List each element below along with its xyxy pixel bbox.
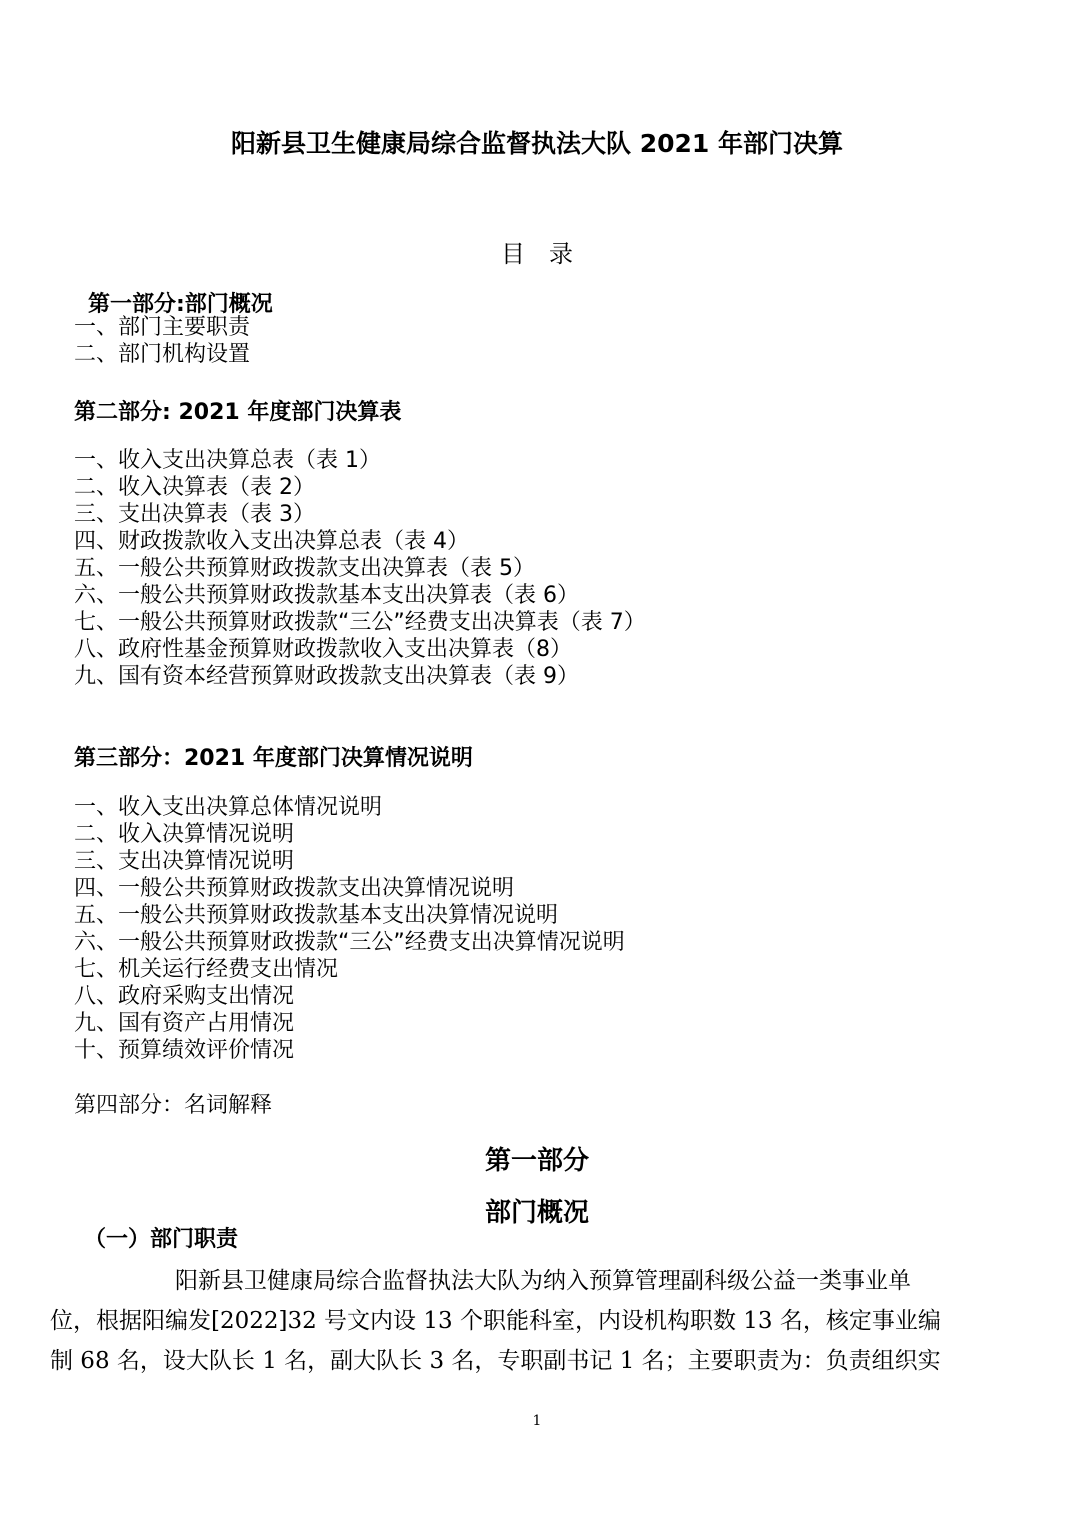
list-item: 九、国有资产占用情况 <box>74 1011 295 1036</box>
list-item: 四、一般公共预算财政拨款支出决算情况说明 <box>74 876 515 901</box>
list-item: 三、支出决算情况说明 <box>74 849 295 874</box>
part1-heading: 第一部分:部门概况 <box>88 292 273 317</box>
list-item: 八、政府采购支出情况 <box>74 984 295 1009</box>
list-item: 三、支出决算表（表 3） <box>74 502 315 527</box>
part2-list <box>74 447 646 690</box>
list-item: 六、一般公共预算财政拨款“三公”经费支出决算情况说明 <box>74 930 625 955</box>
list-item: 二、收入决算情况说明 <box>74 822 295 847</box>
list-item: 五、一般公共预算财政拨款基本支出决算情况说明 <box>74 903 559 928</box>
part3-heading: 第三部分：2021 年度部门决算情况说明 <box>74 746 473 771</box>
list-item: 九、国有资本经营预算财政拨款支出决算表（表 9） <box>74 664 579 689</box>
section-subheading: （一）部门职责 <box>84 1227 239 1252</box>
body-line: 位，根据阳编发[2022]32 号文内设 13 个职能科室，内设机构职数 13 名，核定事业编 <box>50 1308 941 1334</box>
body-line: 制 68 名，设大队长 1 名，副大队长 3 名，专职副书记 1 名；主要职责为：负责组织实 <box>50 1348 941 1374</box>
list-item: 八、政府性基金预算财政拨款收入支出决算表（8） <box>74 637 572 662</box>
list-item: 二、收入决算表（表 2） <box>74 475 315 500</box>
list-item: 六、一般公共预算财政拨款基本支出决算表（表 6） <box>74 583 579 608</box>
list-item: 一、部门主要职责 <box>74 315 251 340</box>
section-subtitle: 部门概况 <box>484 1198 589 1228</box>
list-item: 五、一般公共预算财政拨款支出决算表（表 5） <box>74 556 535 581</box>
list-item: 四、财政拨款收入支出决算总表（表 4） <box>74 529 469 554</box>
toc-heading: 目 录 <box>501 240 573 268</box>
page-number: 1 <box>532 1413 542 1429</box>
list-item: 七、一般公共预算财政拨款“三公”经费支出决算表（表 7） <box>74 610 646 635</box>
list-item: 一、收入支出决算总表（表 1） <box>74 448 381 473</box>
part3-list <box>74 794 625 1064</box>
section-title: 第一部分 <box>484 1146 589 1176</box>
document-title: 阳新县卫生健康局综合监督执法大队 2021 年部门决算 <box>231 129 843 158</box>
list-item: 十、预算绩效评价情况 <box>74 1038 295 1063</box>
list-item: 二、部门机构设置 <box>74 342 251 367</box>
part1-list <box>74 314 250 368</box>
part4-heading: 第四部分：名词解释 <box>74 1093 273 1118</box>
body-line: 阳新县卫健康局综合监督执法大队为纳入预算管理副科级公益一类事业单 <box>175 1268 911 1294</box>
list-item: 一、收入支出决算总体情况说明 <box>74 795 383 820</box>
list-item: 七、机关运行经费支出情况 <box>74 957 339 982</box>
part2-heading: 第二部分: 2021 年度部门决算表 <box>74 400 402 425</box>
